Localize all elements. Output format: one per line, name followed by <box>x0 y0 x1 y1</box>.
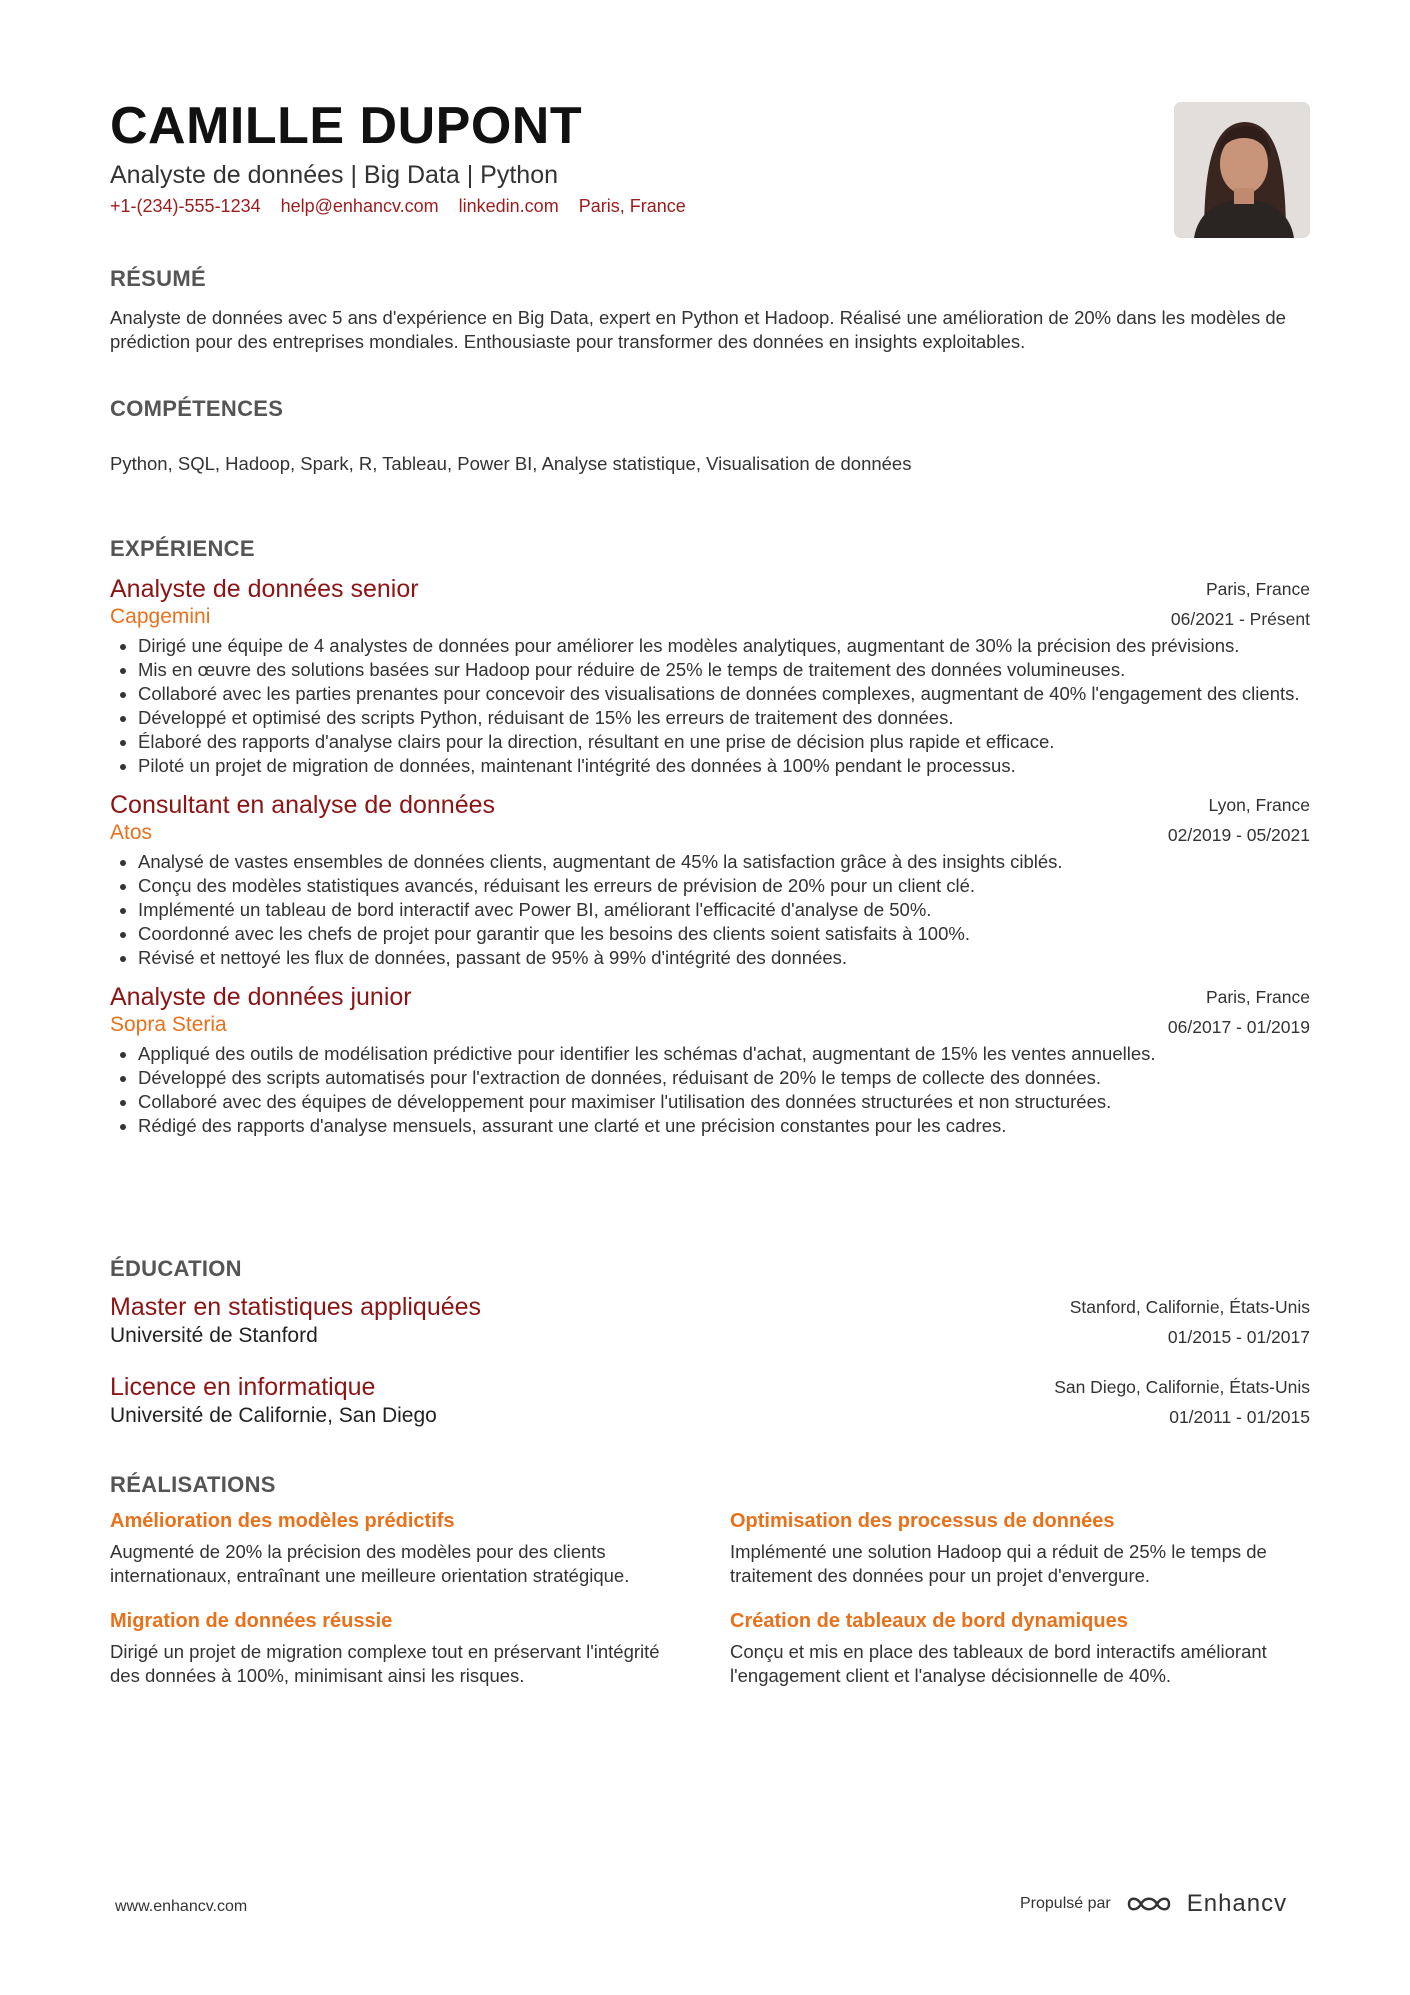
achievement-item <box>110 1608 730 1688</box>
contact-row <box>110 196 1310 217</box>
achievement-title: Migration de données réussie <box>110 1610 393 1632</box>
job-entry <box>110 982 1310 1138</box>
job-bullets <box>110 850 1310 970</box>
skills-heading: COMPÉTENCES <box>110 396 284 421</box>
job-bullets <box>110 1042 1310 1138</box>
job-company: Atos <box>110 821 153 844</box>
enhancv-logo-icon <box>1125 1891 1173 1917</box>
bullet-item: • Appliqué des outils de modélisation prédictive pour identifier les schémas d'achat, augmentant de 15% les ventes annuelles. <box>138 1042 1310 1066</box>
school-name: Université de Stanford <box>110 1324 318 1347</box>
linkedin-link[interactable]: linkedin.com <box>458 196 559 216</box>
candidate-name: CAMILLE DUPONT <box>110 97 583 155</box>
bullet-item: • Développé des scripts automatisés pour l'extraction de données, réduisant de 20% le temps de collecte des données. <box>138 1066 1310 1090</box>
job-location: Paris, France <box>1205 987 1310 1007</box>
achievements-section <box>110 1472 1310 1688</box>
education-section <box>110 1256 1310 1430</box>
job-bullets <box>110 634 1310 778</box>
job-company: Capgemini <box>110 605 211 628</box>
bullet-item: • Dirigé une équipe de 4 analystes de données pour améliorer les modèles analytiques, augmentant de 30% la précision des prévisions. <box>138 634 1310 658</box>
skills-text: Python, SQL, Hadoop, Spark, R, Tableau, Power BI, Analyse statistique, Visualisation de données <box>110 453 912 474</box>
experience-heading: EXPÉRIENCE <box>110 536 255 561</box>
education-entry <box>110 1292 1310 1350</box>
skills-section <box>110 396 1310 476</box>
job-meta <box>1168 790 1310 850</box>
education-heading: ÉDUCATION <box>110 1256 242 1281</box>
job-location: Lyon, France <box>1208 795 1310 815</box>
powered-by <box>1020 1890 1287 1918</box>
job-location: Paris, France <box>1205 579 1310 599</box>
bullet-item: • Rédigé des rapports d'analyse mensuels, assurant une clarté et une précision constantes pour les cadres. <box>138 1114 1310 1138</box>
bullet-item: • Mis en œuvre des solutions basées sur Hadoop pour réduire de 25% le temps de traitement des données volumineuses. <box>138 658 1310 682</box>
summary-text: Analyste de données avec 5 ans d'expérience en Big Data, expert en Python et Hadoop. Réalisé une amélioration de 20% dans les modèles de prédiction pour des entreprises mondiales. Enthousiaste pour transformer des données en insights exploitables. <box>110 307 1286 352</box>
job-dates: 06/2017 - 01/2019 <box>1167 1017 1310 1037</box>
bullet-item: • Coordonné avec les chefs de projet pour garantir que les besoins des clients soient satisfaits à 100%. <box>138 922 1310 946</box>
portrait-image <box>1174 102 1310 238</box>
bullet-item: • Collaboré avec des équipes de développement pour maximiser l'utilisation des données structurées et non structurées. <box>138 1090 1310 1114</box>
summary-section <box>110 266 1310 354</box>
job-title: Analyste de données senior <box>110 575 419 603</box>
profile-photo <box>1174 102 1310 238</box>
degree-title: Master en statistiques appliquées <box>110 1293 482 1321</box>
achievement-desc: Augmenté de 20% la précision des modèles pour des clients internationaux, entraînant une meilleure orientation stratégique. <box>110 1541 630 1586</box>
job-meta <box>1168 982 1310 1042</box>
job-company: Sopra Steria <box>110 1013 227 1036</box>
job-dates: 02/2019 - 05/2021 <box>1167 825 1310 845</box>
experience-section <box>110 536 1310 1138</box>
bullet-item: • Développé et optimisé des scripts Python, réduisant de 15% les erreurs de traitement des données. <box>138 706 1310 730</box>
achievement-desc: Dirigé un projet de migration complexe tout en préservant l'intégrité des données à 100%, minimisant ainsi les risques. <box>110 1641 660 1686</box>
achievement-title: Création de tableaux de bord dynamiques <box>730 1610 1128 1632</box>
email-link[interactable]: help@enhancv.com <box>280 196 439 216</box>
footer-website[interactable]: www.enhancv.com <box>115 1898 248 1915</box>
achievement-title: Amélioration des modèles prédictifs <box>110 1510 455 1532</box>
job-entry <box>110 790 1310 970</box>
enhancv-brand: Enhancv <box>1186 1890 1288 1917</box>
education-meta <box>1054 1372 1310 1432</box>
job-title: Analyste de données junior <box>110 983 412 1011</box>
education-location: San Diego, Californie, États-Unis <box>1054 1377 1310 1397</box>
bullet-item: • Piloté un projet de migration de données, maintenant l'intégrité des données à 100% pendant le processus. <box>138 754 1310 778</box>
education-dates: 01/2011 - 01/2015 <box>1169 1407 1310 1427</box>
candidate-title: Analyste de données | Big Data | Python <box>110 161 558 189</box>
job-dates: 06/2021 - Présent <box>1170 609 1310 629</box>
location-text: Paris, France <box>578 196 686 216</box>
achievements-heading: RÉALISATIONS <box>110 1472 276 1497</box>
powered-by-label: Propulsé par <box>1020 1895 1111 1912</box>
education-location: Stanford, Californie, États-Unis <box>1069 1297 1310 1317</box>
job-meta <box>1171 574 1310 634</box>
bullet-item: • Élaboré des rapports d'analyse clairs pour la direction, résultant en une prise de décision plus rapide et efficace. <box>138 730 1310 754</box>
bullet-item: • Implémenté un tableau de bord interactif avec Power BI, améliorant l'efficacité d'analyse de 50%. <box>138 898 1310 922</box>
bullet-item: • Collaboré avec les parties prenantes pour concevoir des visualisations de données complexes, augmentant de 40% l'engagement des clients. <box>138 682 1310 706</box>
achievement-title: Optimisation des processus de données <box>730 1510 1115 1532</box>
achievements-grid <box>110 1508 1310 1688</box>
bullet-item: • Révisé et nettoyé les flux de données, passant de 95% à 99% d'intégrité des données. <box>138 946 1310 970</box>
achievement-item <box>110 1508 730 1588</box>
achievement-item <box>730 1608 1310 1688</box>
degree-title: Licence en informatique <box>110 1373 376 1401</box>
school-name: Université de Californie, San Diego <box>110 1404 437 1427</box>
education-entry <box>110 1372 1310 1430</box>
bullet-item: • Analysé de vastes ensembles de données clients, augmentant de 45% la satisfaction grâce à des insights ciblés. <box>138 850 1310 874</box>
job-entry <box>110 574 1310 778</box>
phone-link[interactable]: +1-(234)-555-1234 <box>110 196 261 216</box>
education-meta <box>1070 1292 1310 1352</box>
resume-page <box>110 96 1310 1686</box>
bullet-item: • Conçu des modèles statistiques avancés, réduisant les erreurs de prévision de 20% pour un client clé. <box>138 874 1310 898</box>
job-title: Consultant en analyse de données <box>110 791 496 819</box>
achievement-desc: Conçu et mis en place des tableaux de bord interactifs améliorant l'engagement client et l'analyse décisionnelle de 40%. <box>730 1641 1267 1686</box>
achievement-desc: Implémenté une solution Hadoop qui a réduit de 25% le temps de traitement des données pour un projet d'envergure. <box>730 1541 1267 1586</box>
summary-heading: RÉSUMÉ <box>110 266 206 291</box>
education-dates: 01/2015 - 01/2017 <box>1167 1327 1310 1347</box>
achievement-item <box>730 1508 1310 1588</box>
